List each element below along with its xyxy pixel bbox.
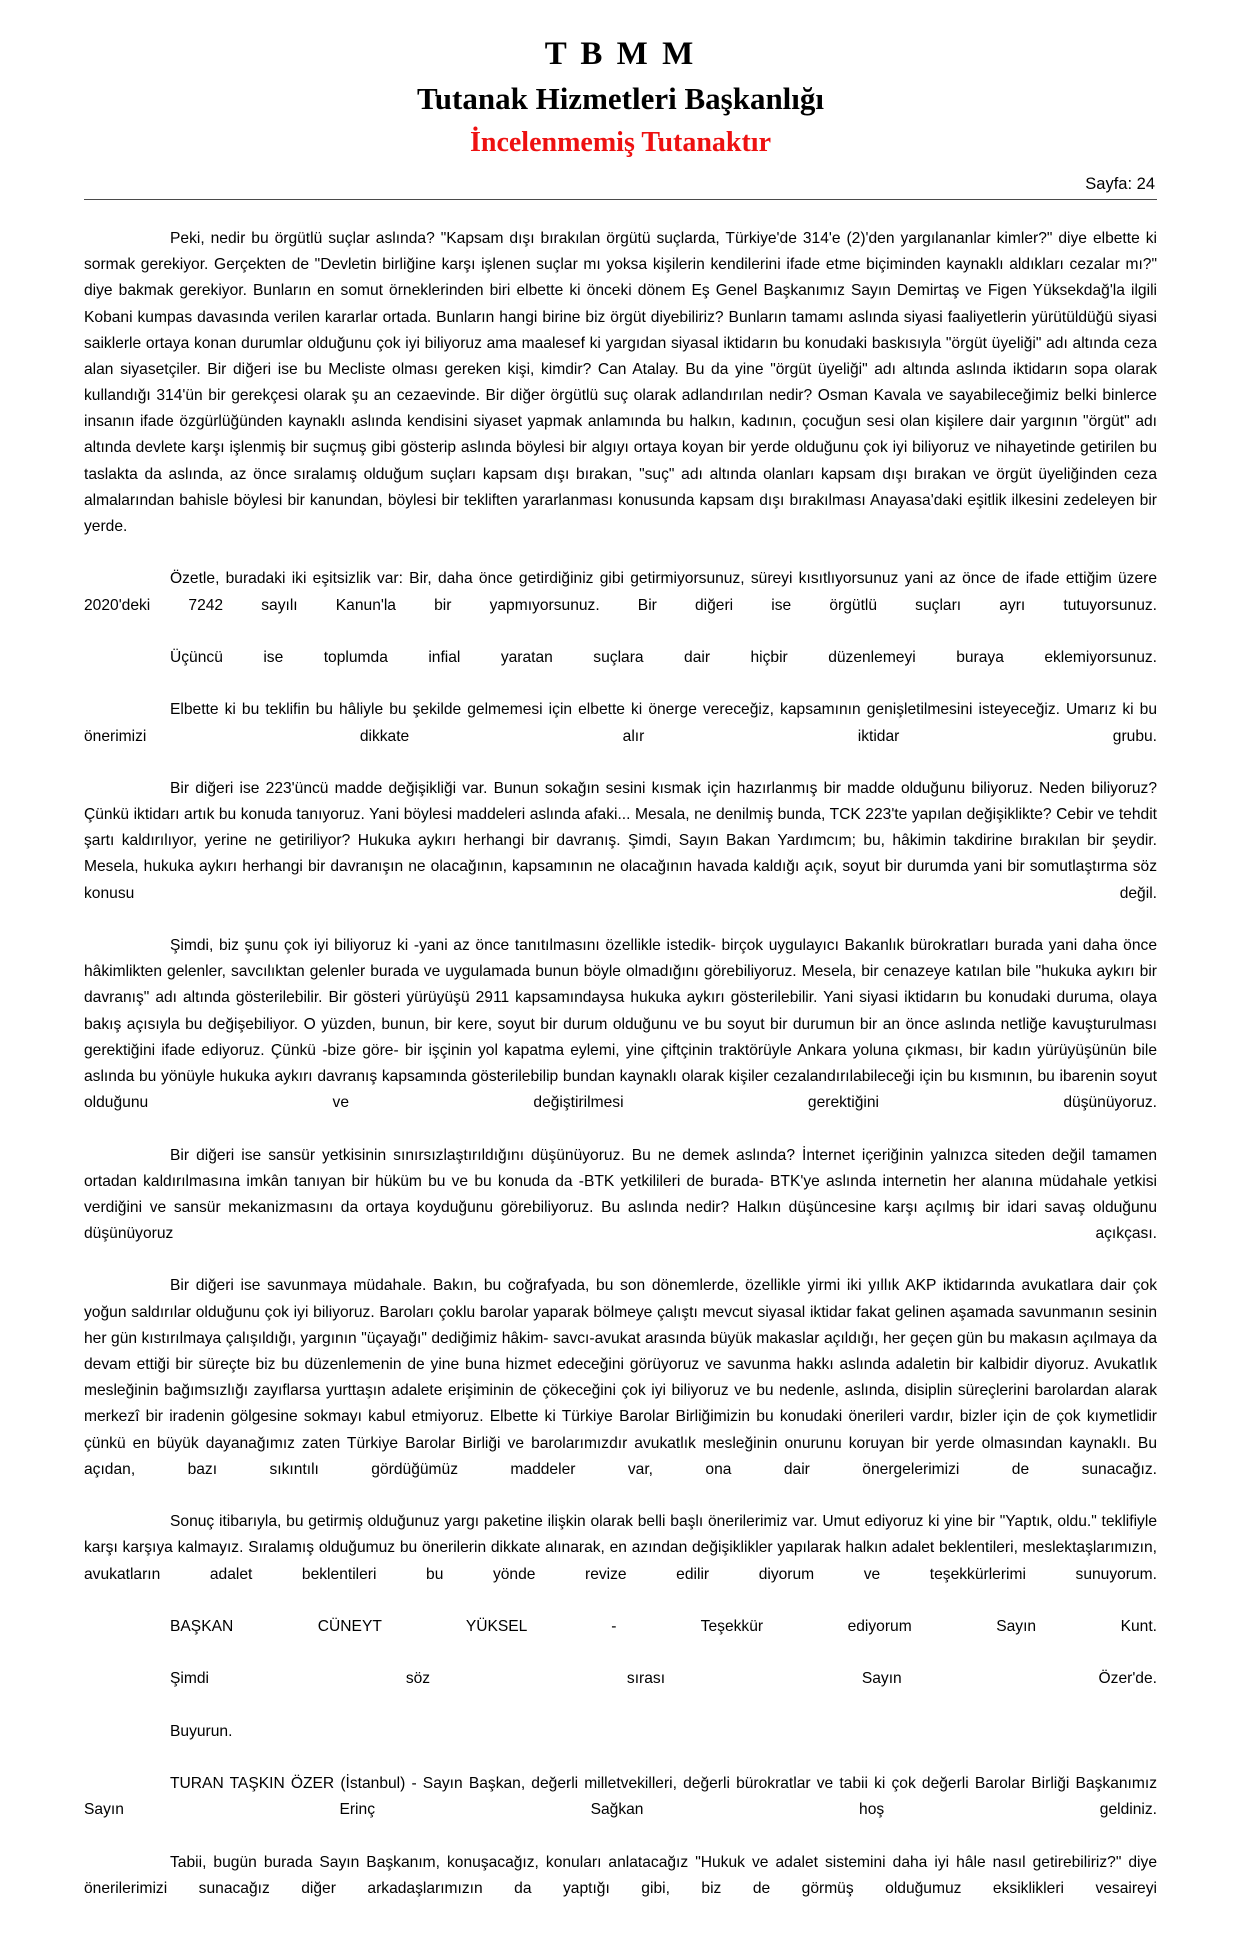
header-divider xyxy=(84,199,1157,200)
transcript-speaker-line: BAŞKAN CÜNEYT YÜKSEL - Teşekkür ediyorum Sayın Kunt. xyxy=(170,1617,1157,1635)
transcript-speaker-line: Buyurun. xyxy=(170,1722,233,1740)
transcript-body xyxy=(84,226,1157,1928)
page-number-label: Sayfa: 24 xyxy=(1085,174,1155,193)
department-title: Tutanak Hizmetleri Başkanlığı xyxy=(416,80,825,116)
document-header xyxy=(84,34,1157,161)
transcript-paragraph: Bir diğeri ise sansür yetkisinin sınırsızlaştırıldığını düşünüyoruz. Bu ne demek aslında? İnternet içeriğinin yalnızca siteden değil tamamen ortadan kaldırılmasına imkân tanıyan bir hüküm bu ve bu konuda da -BTK yetkilileri de burada- BTK'ye aslında internetin her alanına müdahale yetkisi verdiğini ve sansür mekanizmasını da ortaya koyduğunu görebiliyoruz. Bu aslında nedir? Halkın düşüncesine karşı açılmış bir idari savaş olduğunu düşünüyoruz açıkçası. xyxy=(84,1146,1157,1243)
transcript-paragraph: Şimdi, biz şunu çok iyi biliyoruz ki -yani az önce tanıtılmasını özellikle istedik- birçok uygulayıcı Bakanlık bürokratları burada yani daha önce hâkimlikten gelenler, savcılıktan gelenler burada ve uygulamada bunun böyle olmadığını görebiliyoruz. Mesela, bir cenazeye katılan bile "hukuka aykırı bir davranış" adı altında gösterilebilir. Bir gösteri yürüyüşü 2911 kapsamındaysa hukuka aykırı gösterilebilir. Yani siyasi iktidarın bu konudaki duruma, olaya bakış açısıyla bu değişebiliyor. O yüzden, bunun, bir kere, soyut bir durum olduğunu ve bu soyut bir durumun bir an önce aslında netliğe kavuşturulması gerektiğini ifade ediyoruz. Çünkü -bize göre- bir işçinin yol kapatma eylemi, yine çiftçinin traktörüyle Ankara yoluna çıkması, bir kadın yürüyüşünün bile aslında bu yönüyle hukuka aykırı davranış kapsamında gösterilebilip bundan kaynaklı olarak kişiler cezalandırılabileceği için bu kısmının, bu ibarenin soyut olduğunu ve değiştirilmesi gerektiğini düşünüyoruz. xyxy=(84,937,1157,1112)
document-status-title: İncelenmemiş Tutanaktır xyxy=(469,126,772,158)
transcript-paragraph: Bir diğeri ise savunmaya müdahale. Bakın, bu coğrafyada, bu son dönemlerde, özellikle yirmi iki yıllık AKP iktidarında avukatlara dair çok yoğun saldırılar olduğunu çok iyi biliyoruz. Baroları çoklu barolar yaparak bölmeye çalıştı mevcut siyasal iktidar fakat gelinen aşamada savunmanın sesinin her gün kıstırılmaya çalışıldığı, yargının "üçayağı" dediğimiz hâkim- savcı-avukat arasında büyük makaslar açıldığı, her geçen gün bu makasın açılmaya da devam ettiği bir süreçte biz bu düzenlemenin de yine buna hizmet edeceğini görüyoruz ve savunma hakkı aslında adaletin bir kalbidir diyoruz. Avukatlık mesleğinin bağımsızlığı zayıflarsa yurttaşın adalete erişiminin de çökeceğini çok iyi biliyoruz ve bu nedenle, aslında, disiplin süreçlerini barolardan alarak merkezî bir iradenin gölgesine sokmayı kabul etmiyoruz. Elbette ki Türkiye Barolar Birliğimizin bu konudaki önerileri vardır, bizler için de çok kıymetlidir çünkü en büyük dayanağımız zaten Türkiye Barolar Birliği ve barolarımızdır avukatlık mesleğinin onurunu koruyan bir yerde olmasından kaynaklı. Bu açıdan, bazı sıkıntılı gördüğümüz maddeler var, ona dair önergelerimizi de sunacağız. xyxy=(84,1277,1157,1478)
transcript-speaker-line: TURAN TAŞKIN ÖZER (İstanbul) - Sayın Başkan, değerli milletvekilleri, değerli bürokratlar ve tabii ki çok değerli Barolar Birliği Başkanımız Sayın Erinç Sağkan hoş geldiniz. xyxy=(84,1775,1157,1819)
institution-title: T B M M xyxy=(544,36,697,72)
transcript-speaker-line: Şimdi söz sırası Sayın Özer'de. xyxy=(170,1670,1157,1688)
transcript-paragraph: Sonuç itibarıyla, bu getirmiş olduğunuz yargı paketine ilişkin olarak belli başlı önerilerimiz var. Umut ediyoruz ki yine bir "Yaptık, oldu." teklifiyle karşı karşıya kalmayız. Sıralamış olduğumuz bu önerilerin dikkate alınarak, en azından değişiklikler yapılarak halkın adalet beklentileri, meslektaşlarımızın, avukatların adalet beklentileri bu yönde revize edilir diyorum ve teşekkürlerimi sunuyorum. xyxy=(84,1513,1157,1583)
transcript-paragraph: Tabii, bugün burada Sayın Başkanım, konuşacağız, konuları anlatacağız "Hukuk ve adalet sistemini daha iyi hâle nasıl getirebiliriz?" diye önerilerimizi sunacağız diğer arkadaşlarımızın da yaptığı gibi, biz de görmüş olduğumuz eksiklikleri vesaireyi xyxy=(84,1853,1157,1897)
transcript-paragraph: Elbette ki bu teklifin bu hâliyle bu şekilde gelmemesi için elbette ki önerge vereceğiz, kapsamının genişletilmesini isteyeceğiz. Umarız ki bu önerimizi dikkate alır iktidar grubu. xyxy=(84,701,1157,745)
transcript-paragraph: Özetle, buradaki iki eşitsizlik var: Bir, daha önce getirdiğiniz gibi getirmiyorsunuz, süreyi kısıtlıyorsunuz yani az önce de ifade ettiğim üzere 2020'deki 7242 sayılı Kanun'la bir yapmıyorsunuz. Bir diğeri ise örgütlü suçları ayrı tutuyorsunuz. xyxy=(84,570,1157,614)
transcript-paragraph: Peki, nedir bu örgütlü suçlar aslında? "Kapsam dışı bırakılan örgütü suçlarda, Türkiye'de 314'e (2)'den yargılananlar kimler?" diye elbette ki sormak gerekiyor. Gerçekten de "Devletin birliğine karşı işlenen suçlar mı yoksa kişilerin kendilerini ifade etme biçiminden kaynaklı aldıkları cezalar mı?" diye bakmak gerekiyor. Bunların en somut örneklerinden biri elbette ki önceki dönem Eş Genel Başkanımız Sayın Demirtaş ve Figen Yüksekdağ'la ilgili Kobani kumpas davasında verilen kararlar ortada. Bunların hangi birine biz örgüt diyebiliriz? Bunların tamamı aslında siyasi faaliyetlerin yürütüldüğü siyasi saiklerle ortaya konan durumlar olduğunu çok iyi biliyoruz ama maalesef ki yargıdan siyasal iktidarın bu konudaki baskısıyla "örgüt üyeliği" adı altında ceza alan siyasetçiler. Bir diğeri ise bu Mecliste olması gereken kişi, kimdir? Can Atalay. Bu da yine "örgüt üyeliği" adı altında aslında iktidarın sopa olarak kullandığı 314'ün bir gerekçesi olarak şu an cezaevinde. Bir diğer örgütlü suç olarak adlandırılan nedir? Osman Kavala ve sayabileceğimiz belki binlerce insanın ifade özgürlüğünden kaynaklı aslında kendisini siyaset yapmak anlamında bu halkın, kadının, çocuğun sesi olan kişilere dair yargının "örgüt" adı altında devlete karşı işlenmiş bir suçmuş gibi gösterip aslında böylesi bir algıyı ortaya koyan bir yerde olduğunu çok iyi biliyoruz ve nihayetinde getirilen bu taslakta da aslında, az önce sıralamış olduğum suçları kapsam dışı bırakan, "suç" adı altında olanları kapsam dışı bırakan ve örgüt üyeliğinden ceza almalarından bahisle böylesi bir kanundan, böylesi bir tekliften yararlanması konusunda kapsam dışı bırakılması Anayasa'daki eşitlik ilkesini zedeleyen bir yerde. xyxy=(84,229,1157,536)
transcript-paragraph: Üçüncü ise toplumda infial yaratan suçlara dair hiçbir düzenlemeyi buraya eklemiyorsunuz. xyxy=(170,648,1157,666)
transcript-paragraph: Bir diğeri ise 223'üncü madde değişikliği var. Bunun sokağın sesini kısmak için hazırlanmış bir madde olduğunu biliyoruz. Neden biliyoruz? Çünkü iktidarı artık bu konuda tanıyoruz. Yani böylesi maddeleri aslında afaki... Mesala, ne denilmiş bunda, TCK 223'te yapılan değişiklikte? Cebir ve tehdit şartı kaldırılıyor, yerine ne getiriliyor? Hukuka aykırı herhangi bir davranış. Şimdi, Sayın Bakan Yardımcım; bu, hâkimin takdirine bırakılan bir şeydir. Mesela, hukuka aykırı herhangi bir davranışın ne olacağının, kapsamının ne olacağının havada kaldığı açık, soyut bir durumda yani bir somutlaştırma söz konusu değil. xyxy=(84,779,1157,902)
